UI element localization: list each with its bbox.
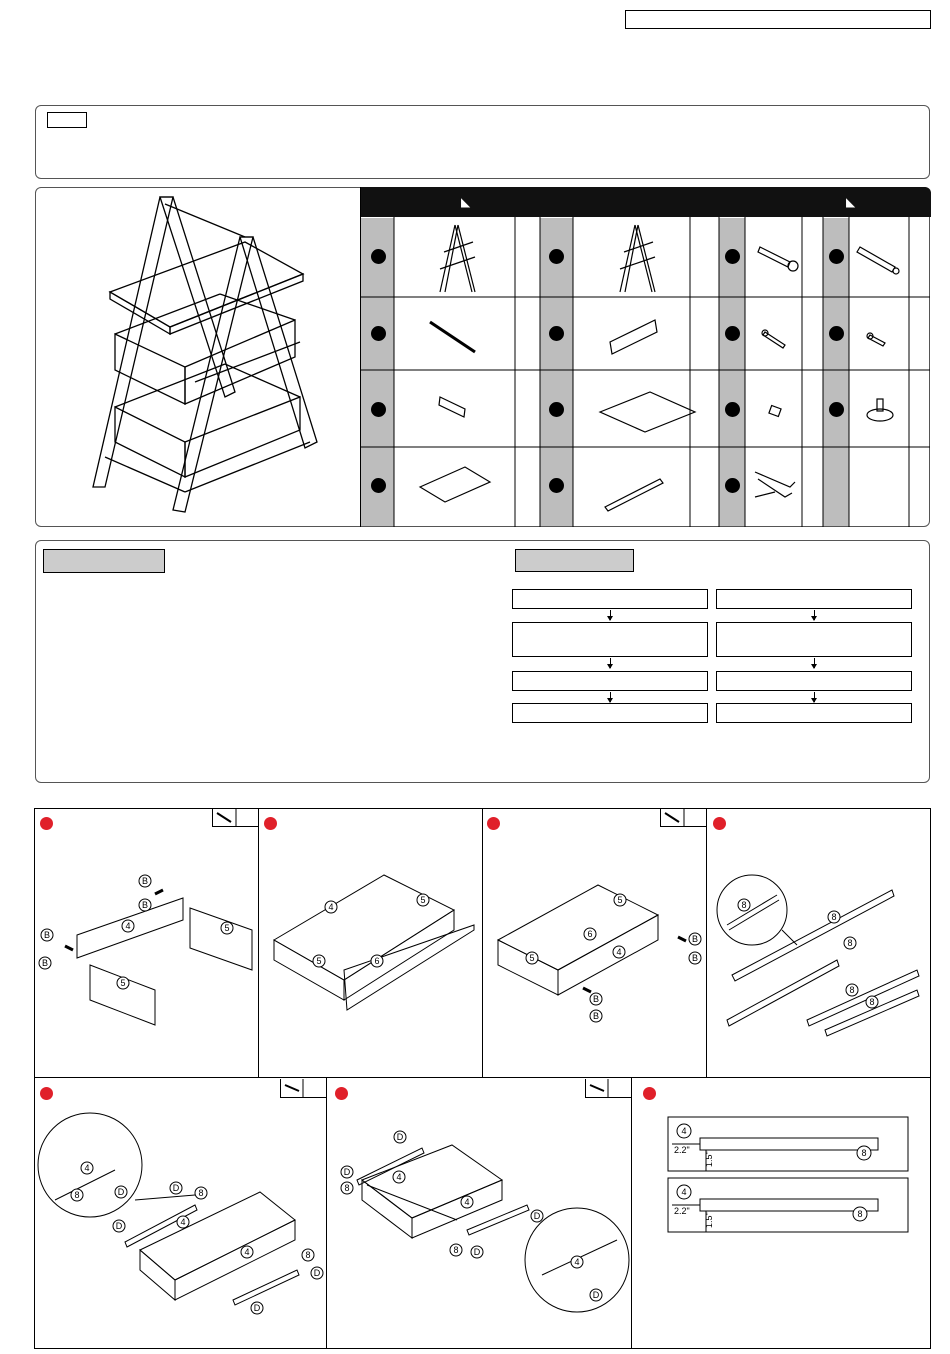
step-7-marker [643,1087,656,1100]
svg-text:D: D [533,1211,541,1221]
step-4-marker [713,817,726,830]
step-5-drawing [35,1100,325,1348]
header-mark-1: ◣ [461,195,471,209]
step-2-marker [264,817,277,830]
svg-text:8: 8 [831,912,837,922]
svg-text:8: 8 [741,900,747,910]
flow-arrow-1a [610,610,611,620]
svg-text:8: 8 [453,1245,459,1255]
flow-arrow-2b [814,658,815,668]
screw-icon [661,809,707,827]
a-frame-right-icon [620,225,655,292]
screw-icon [762,330,785,348]
svg-text:8: 8 [849,985,855,995]
flow-box-2a [512,622,708,657]
dim-horizontal-1: 2.2" [674,1145,690,1155]
svg-text:D: D [115,1221,123,1231]
label: B [141,876,149,886]
title-box [625,10,931,29]
dowel-icon [857,247,899,274]
drawer-panel-icon [610,320,657,354]
step-5-marker [40,1087,53,1100]
step-6-marker [335,1087,348,1100]
label: 5 [120,978,126,988]
svg-text:D: D [172,1183,180,1193]
svg-text:4: 4 [328,902,334,912]
product-illustration [85,192,325,522]
screw-icon [213,809,259,827]
svg-text:4: 4 [84,1163,90,1173]
step-4-drawing [707,830,929,1075]
svg-text:8: 8 [857,1209,863,1219]
step-1-hardware-tag [212,809,258,827]
left-section-label [43,549,165,573]
step-3-drawing [483,830,705,1075]
step-3-hardware-tag [660,809,706,827]
flow-arrow-3b [814,692,815,702]
small-screw-icon [586,1079,632,1098]
svg-text:D: D [592,1290,600,1300]
step-7-drawing [660,1115,915,1235]
side-panel-icon [439,397,465,417]
label: B [43,930,51,940]
svg-text:8: 8 [861,1148,867,1158]
svg-text:D: D [253,1303,261,1313]
step-3-marker [487,817,500,830]
parts-table-header [361,187,931,217]
flow-arrow-1b [814,610,815,620]
flow-arrow-2a [610,658,611,668]
svg-text:8: 8 [847,938,853,948]
flow-arrow-3a [610,692,611,702]
slide-rail-icon [605,479,663,511]
svg-text:D: D [473,1247,481,1257]
svg-text:8: 8 [869,997,875,1007]
svg-text:5: 5 [617,895,623,905]
svg-text:4: 4 [464,1197,470,1207]
step-1-marker [40,817,53,830]
svg-text:4: 4 [616,947,622,957]
label: 5 [224,923,230,933]
step-5-hardware-tag [280,1079,326,1098]
svg-text:4: 4 [574,1257,580,1267]
svg-text:4: 4 [681,1187,687,1197]
svg-text:6: 6 [374,956,380,966]
right-section-label [515,549,634,572]
svg-text:B: B [691,953,699,963]
parts-drawings [360,217,930,527]
svg-text:5: 5 [420,895,426,905]
flow-box-2b [716,622,912,657]
shelf-icon [420,467,490,502]
bottom-panel-icon [600,392,695,432]
svg-text:B: B [592,1011,600,1021]
svg-text:D: D [396,1132,404,1142]
flow-box-3a [512,671,708,691]
label: 4 [125,921,131,931]
long-bolt-icon [758,247,798,271]
svg-text:D: D [117,1187,125,1197]
svg-text:D: D [343,1167,351,1177]
dim-horizontal-2: 2.2" [674,1206,690,1216]
flow-box-4a [512,703,708,723]
header-mark-2: ◣ [846,195,856,209]
flow-box-1a [512,589,708,609]
label: B [141,900,149,910]
svg-text:4: 4 [396,1172,402,1182]
allen-key-icon [755,472,795,497]
svg-text:8: 8 [344,1183,350,1193]
flow-box-4b [716,703,912,723]
step-2-drawing [259,830,481,1075]
svg-text:4: 4 [244,1247,250,1257]
steps-col-divider-5 [631,1078,632,1349]
a-frame-left-icon [440,225,475,292]
svg-text:8: 8 [74,1190,80,1200]
svg-text:6: 6 [587,929,593,939]
flow-box-1b [716,589,912,609]
dim-vertical-1: 1.5" [704,1151,714,1167]
svg-text:D: D [313,1268,321,1278]
step-6-drawing [327,1100,630,1348]
dim-vertical-2: 1.5" [704,1212,714,1228]
sections-panel [35,540,930,783]
note-label-box [47,112,87,128]
small-screw-icon [867,333,885,346]
label: B [41,958,49,968]
svg-text:8: 8 [305,1250,311,1260]
step-6-hardware-tag [585,1079,631,1098]
small-screw-icon [281,1079,327,1098]
svg-text:5: 5 [316,956,322,966]
flow-box-3b [716,671,912,691]
svg-text:8: 8 [198,1188,204,1198]
rod-icon [430,322,475,352]
step-1-drawing [35,830,257,1075]
note-panel [35,105,930,179]
svg-text:4: 4 [180,1217,186,1227]
foot-pad-icon [867,399,893,421]
svg-text:B: B [592,994,600,1004]
svg-text:B: B [691,934,699,944]
cam-bolt-icon [769,406,781,417]
svg-text:4: 4 [681,1126,687,1136]
svg-text:5: 5 [529,953,535,963]
